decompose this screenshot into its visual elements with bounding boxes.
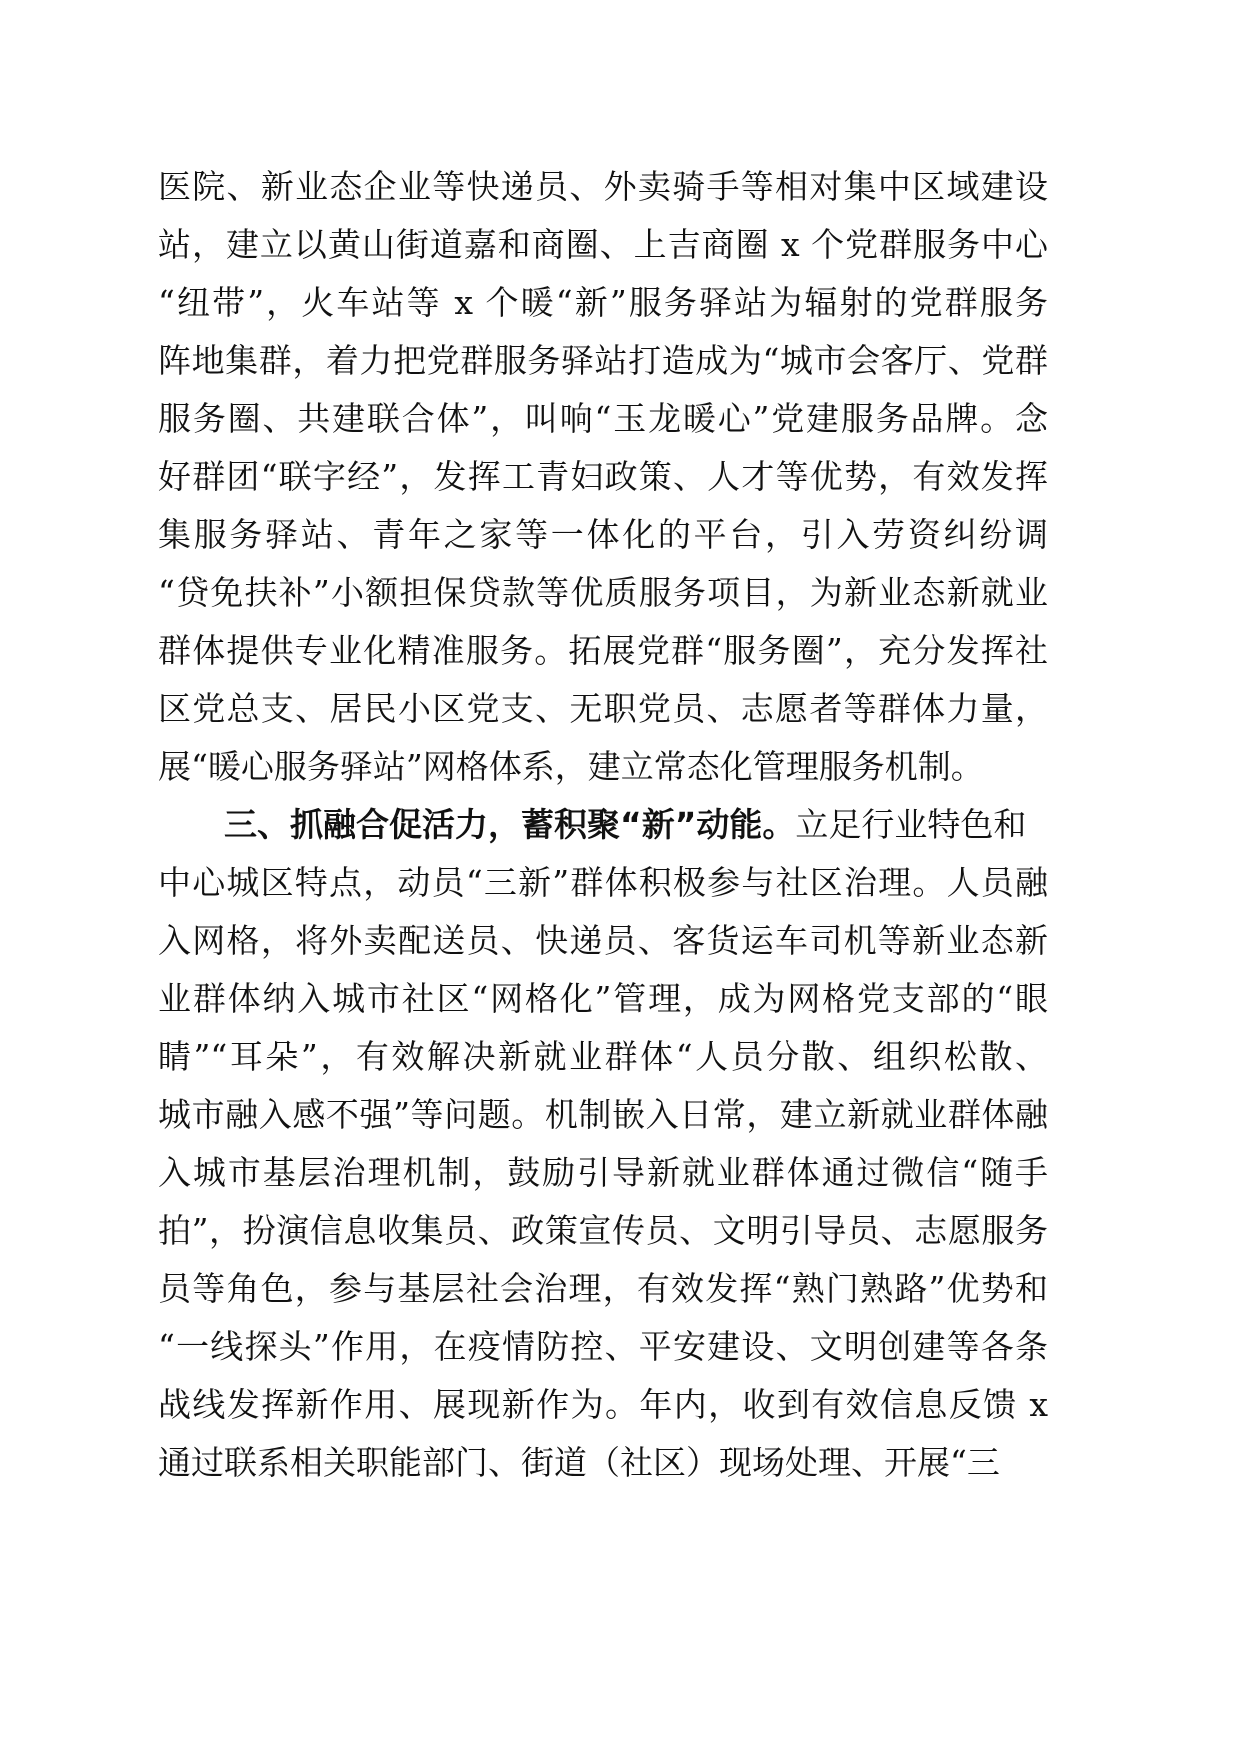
text-line-2: 站，建立以黄山街道嘉和商圈、上吉商圈 x 个党群服务中心: [158, 225, 1048, 264]
text-line-3: “纽带”，火车站等 x 个暖“新”服务驿站为辐射的党群服务: [158, 283, 1048, 322]
text-line-4: 阵地集群，着力把党群服务驿站打造成为“城市会客厅、党群: [158, 341, 1048, 380]
text-line-7: 集服务驿站、青年之家等一体化的平台，引入劳资纠纷调: [158, 515, 1048, 554]
text-line-23: 通过联系相关职能部门、街道（社区）现场处理、开展“三: [158, 1443, 1000, 1482]
text-line-6: 好群团“联字经”，发挥工青妇政策、人才等优势，有效发挥: [158, 457, 1048, 496]
text-line-9: 群体提供专业化精准服务。拓展党群“服务圈”，充分发挥社: [158, 631, 1048, 670]
text-line-1: 医院、新业态企业等快递员、外卖骑手等相对集中区域建设: [158, 167, 1048, 206]
section-three-first-line: [224, 805, 1026, 845]
text-line-13: 中心城区特点，动员“三新”群体积极参与社区治理。人员融: [158, 863, 1048, 902]
section-three-lead: 立足行业特色和: [795, 805, 1027, 844]
text-line-22: 战线发挥新作用、展现新作为。年内，收到有效信息反馈 x: [158, 1385, 1048, 1424]
text-line-17: 城市融入感不强”等问题。机制嵌入日常，建立新就业群体融: [158, 1095, 1048, 1134]
text-line-20: 员等角色，参与基层社会治理，有效发挥“熟门熟路”优势和: [158, 1269, 1048, 1308]
section-three-heading: 三、抓融合促活力，蓄积聚“新”动能。: [224, 805, 796, 844]
text-line-14: 入网格，将外卖配送员、快递员、客货运车司机等新业态新: [158, 921, 1048, 960]
text-line-11: 展“暖心服务驿站”网格体系，建立常态化管理服务机制。: [158, 747, 984, 786]
text-line-21: “一线探头”作用，在疫情防控、平安建设、文明创建等各条: [158, 1327, 1048, 1366]
text-line-8: “贷免扶补”小额担保贷款等优质服务项目，为新业态新就业: [158, 573, 1048, 612]
text-line-15: 业群体纳入城市社区“网格化”管理，成为网格党支部的“眼: [158, 979, 1048, 1018]
text-line-5: 服务圈、共建联合体”，叫响“玉龙暖心”党建服务品牌。念: [158, 399, 1048, 438]
text-line-18: 入城市基层治理机制，鼓励引导新就业群体通过微信“随手: [158, 1153, 1048, 1192]
text-line-19: 拍”，扮演信息收集员、政策宣传员、文明引导员、志愿服务: [158, 1211, 1048, 1250]
text-line-10: 区党总支、居民小区党支、无职党员、志愿者等群体力量，: [158, 689, 1048, 728]
text-line-16: 睛”“耳朵”，有效解决新就业群体“人员分散、组织松散、: [158, 1037, 1048, 1076]
